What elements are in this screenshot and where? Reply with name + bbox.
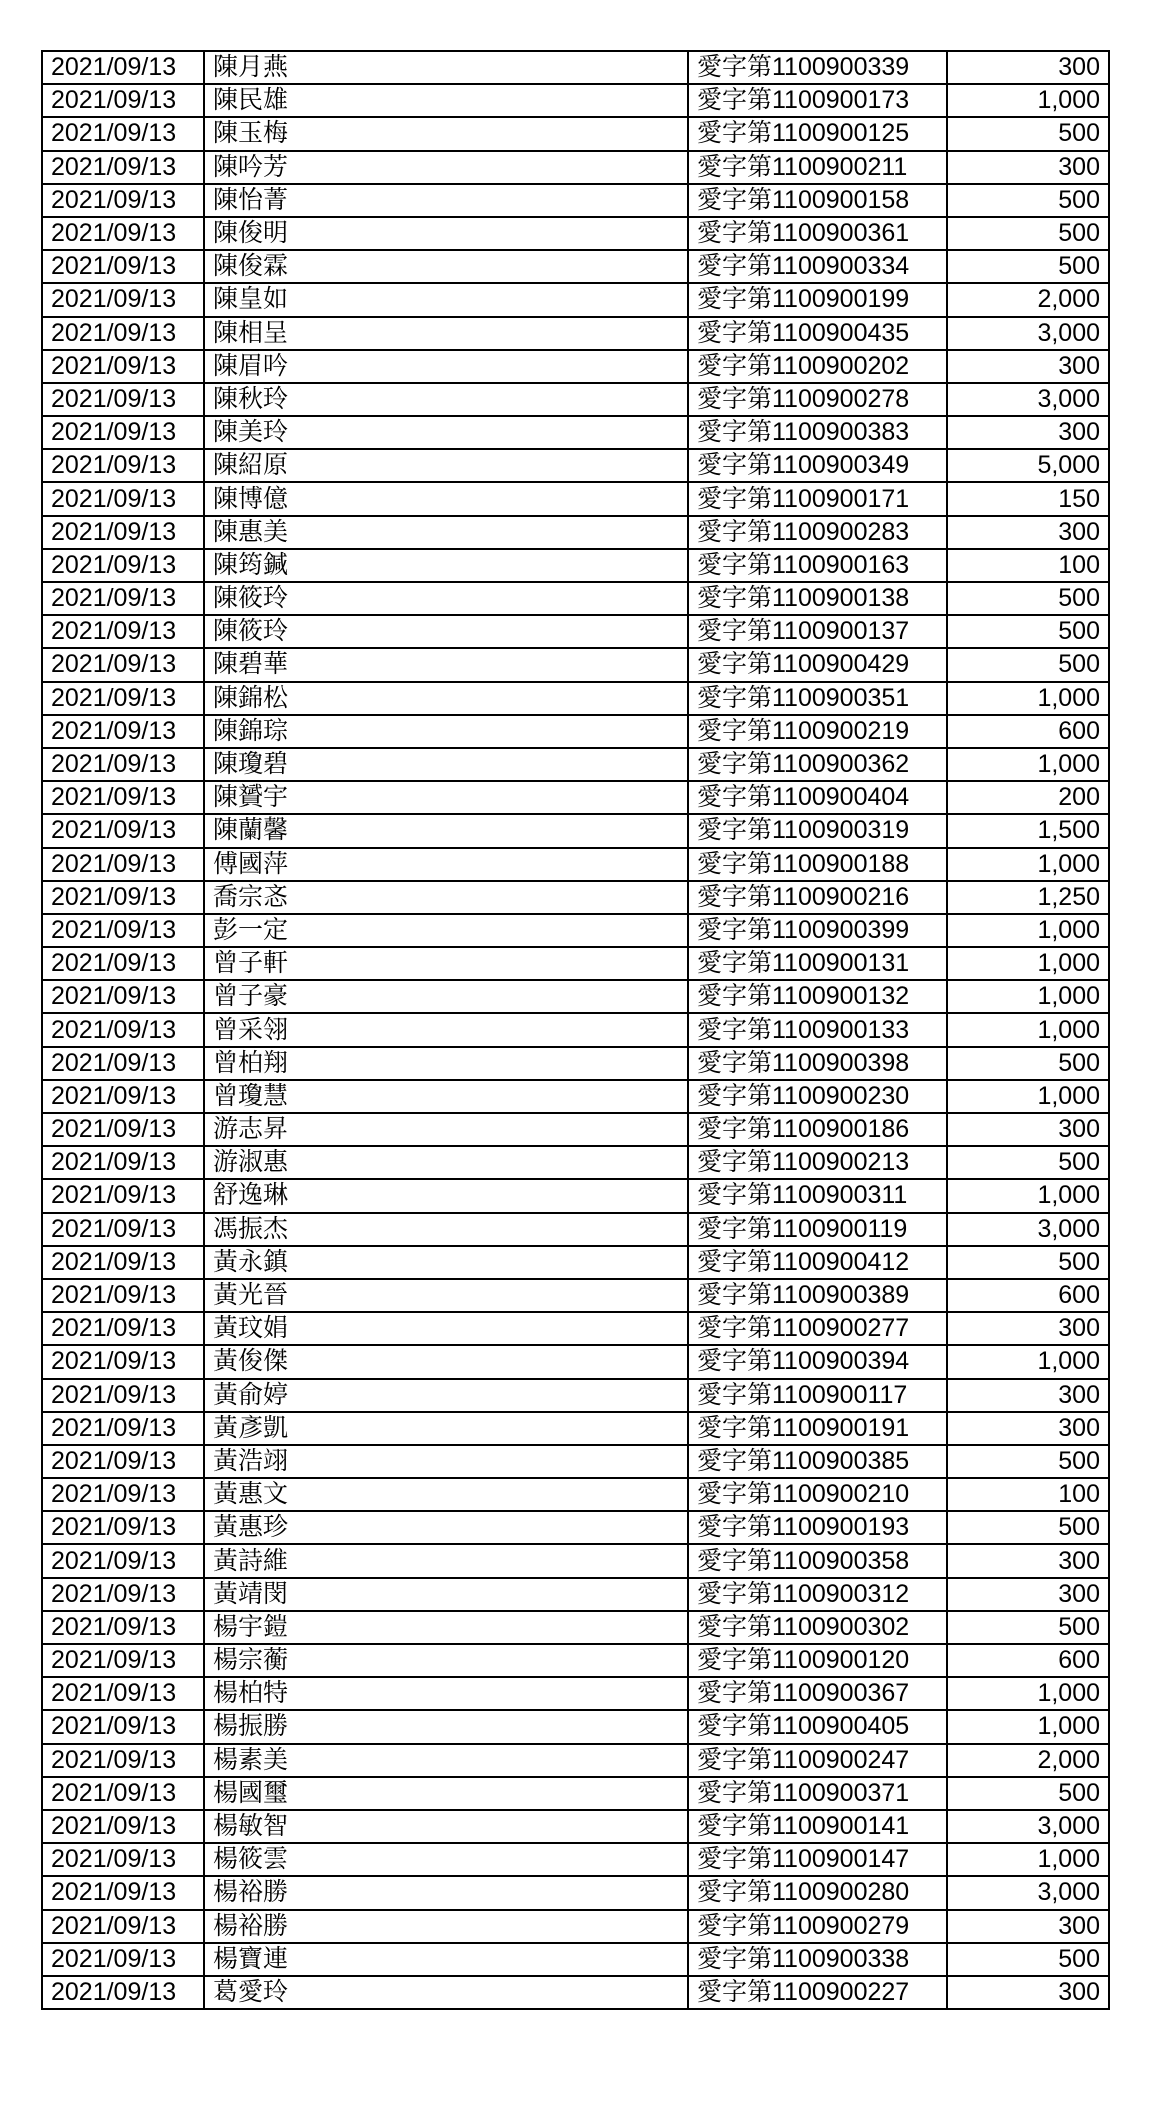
cell-date: 2021/09/13 — [42, 217, 204, 250]
table-row — [42, 1843, 1109, 1876]
cell-donor-name: 黃惠珍 — [204, 1511, 688, 1544]
cell-amount: 300 — [947, 1910, 1109, 1943]
cell-date: 2021/09/13 — [42, 947, 204, 980]
cell-amount: 1,000 — [947, 1179, 1109, 1212]
table-row — [42, 1611, 1109, 1644]
cell-amount: 3,000 — [947, 1810, 1109, 1843]
cell-donor-name: 黃詩維 — [204, 1544, 688, 1577]
cell-date: 2021/09/13 — [42, 715, 204, 748]
cell-receipt-number: 愛字第1100900191 — [688, 1412, 947, 1445]
cell-donor-name: 黃惠文 — [204, 1478, 688, 1511]
cell-amount: 300 — [947, 516, 1109, 549]
table-row — [42, 283, 1109, 316]
cell-date: 2021/09/13 — [42, 1910, 204, 1943]
cell-donor-name: 陳贇宇 — [204, 781, 688, 814]
cell-receipt-number: 愛字第1100900137 — [688, 615, 947, 648]
cell-receipt-number: 愛字第1100900171 — [688, 482, 947, 515]
cell-amount: 300 — [947, 350, 1109, 383]
cell-amount: 500 — [947, 615, 1109, 648]
cell-amount: 500 — [947, 1445, 1109, 1478]
cell-date: 2021/09/13 — [42, 914, 204, 947]
cell-amount: 600 — [947, 1279, 1109, 1312]
table-row — [42, 748, 1109, 781]
cell-receipt-number: 愛字第1100900389 — [688, 1279, 947, 1312]
table-row — [42, 615, 1109, 648]
cell-donor-name: 游淑惠 — [204, 1146, 688, 1179]
cell-donor-name: 陳碧華 — [204, 648, 688, 681]
cell-date: 2021/09/13 — [42, 1345, 204, 1378]
cell-donor-name: 陳筱玲 — [204, 615, 688, 648]
table-row — [42, 582, 1109, 615]
table-row — [42, 1744, 1109, 1777]
cell-receipt-number: 愛字第1100900398 — [688, 1047, 947, 1080]
cell-donor-name: 陳錦松 — [204, 682, 688, 715]
table-row — [42, 1179, 1109, 1212]
cell-receipt-number: 愛字第1100900394 — [688, 1345, 947, 1378]
cell-donor-name: 陳蘭馨 — [204, 814, 688, 847]
cell-receipt-number: 愛字第1100900133 — [688, 1013, 947, 1046]
cell-donor-name: 黃玟娟 — [204, 1312, 688, 1345]
cell-amount: 1,000 — [947, 1080, 1109, 1113]
cell-amount: 300 — [947, 1412, 1109, 1445]
cell-amount: 3,000 — [947, 1213, 1109, 1246]
cell-receipt-number: 愛字第1100900125 — [688, 117, 947, 150]
cell-amount: 1,000 — [947, 947, 1109, 980]
table-row — [42, 848, 1109, 881]
cell-amount: 300 — [947, 1379, 1109, 1412]
cell-amount: 500 — [947, 1611, 1109, 1644]
cell-date: 2021/09/13 — [42, 615, 204, 648]
cell-receipt-number: 愛字第1100900147 — [688, 1843, 947, 1876]
cell-date: 2021/09/13 — [42, 1246, 204, 1279]
cell-donor-name: 陳美玲 — [204, 416, 688, 449]
table-row — [42, 1345, 1109, 1378]
cell-donor-name: 陳玉梅 — [204, 117, 688, 150]
table-row — [42, 1644, 1109, 1677]
cell-amount: 2,000 — [947, 1744, 1109, 1777]
cell-date: 2021/09/13 — [42, 416, 204, 449]
cell-receipt-number: 愛字第1100900371 — [688, 1777, 947, 1810]
cell-receipt-number: 愛字第1100900199 — [688, 283, 947, 316]
cell-receipt-number: 愛字第1100900405 — [688, 1710, 947, 1743]
cell-amount: 300 — [947, 1544, 1109, 1577]
cell-date: 2021/09/13 — [42, 549, 204, 582]
table-row — [42, 1013, 1109, 1046]
cell-date: 2021/09/13 — [42, 151, 204, 184]
cell-donor-name: 葛愛玲 — [204, 1976, 688, 2009]
table-row — [42, 383, 1109, 416]
cell-amount: 300 — [947, 1578, 1109, 1611]
cell-receipt-number: 愛字第1100900219 — [688, 715, 947, 748]
cell-receipt-number: 愛字第1100900280 — [688, 1876, 947, 1909]
cell-date: 2021/09/13 — [42, 1544, 204, 1577]
cell-date: 2021/09/13 — [42, 1179, 204, 1212]
table-row — [42, 1445, 1109, 1478]
cell-donor-name: 楊振勝 — [204, 1710, 688, 1743]
cell-receipt-number: 愛字第1100900358 — [688, 1544, 947, 1577]
cell-receipt-number: 愛字第1100900339 — [688, 51, 947, 84]
cell-donor-name: 黃永鎮 — [204, 1246, 688, 1279]
cell-receipt-number: 愛字第1100900202 — [688, 350, 947, 383]
cell-amount: 500 — [947, 1146, 1109, 1179]
cell-receipt-number: 愛字第1100900362 — [688, 748, 947, 781]
table-row — [42, 449, 1109, 482]
table-row — [42, 317, 1109, 350]
cell-date: 2021/09/13 — [42, 317, 204, 350]
table-row — [42, 1412, 1109, 1445]
cell-receipt-number: 愛字第1100900311 — [688, 1179, 947, 1212]
cell-amount: 1,000 — [947, 848, 1109, 881]
cell-donor-name: 陳筠鍼 — [204, 549, 688, 582]
cell-receipt-number: 愛字第1100900193 — [688, 1511, 947, 1544]
cell-date: 2021/09/13 — [42, 1213, 204, 1246]
table-row — [42, 1213, 1109, 1246]
cell-date: 2021/09/13 — [42, 848, 204, 881]
cell-amount: 300 — [947, 416, 1109, 449]
cell-date: 2021/09/13 — [42, 814, 204, 847]
cell-amount: 3,000 — [947, 1876, 1109, 1909]
cell-donor-name: 陳瓊碧 — [204, 748, 688, 781]
table-row — [42, 947, 1109, 980]
table-row — [42, 51, 1109, 84]
cell-date: 2021/09/13 — [42, 1943, 204, 1976]
cell-date: 2021/09/13 — [42, 350, 204, 383]
table-row — [42, 1047, 1109, 1080]
table-row — [42, 1677, 1109, 1710]
cell-donor-name: 楊宗蘅 — [204, 1644, 688, 1677]
cell-amount: 500 — [947, 1246, 1109, 1279]
cell-donor-name: 陳錦琮 — [204, 715, 688, 748]
cell-receipt-number: 愛字第1100900312 — [688, 1578, 947, 1611]
cell-amount: 300 — [947, 151, 1109, 184]
cell-date: 2021/09/13 — [42, 1810, 204, 1843]
cell-date: 2021/09/13 — [42, 980, 204, 1013]
table-row — [42, 1943, 1109, 1976]
cell-donor-name: 楊敏智 — [204, 1810, 688, 1843]
cell-amount: 300 — [947, 51, 1109, 84]
cell-amount: 300 — [947, 1976, 1109, 2009]
table-row — [42, 84, 1109, 117]
cell-date: 2021/09/13 — [42, 117, 204, 150]
cell-donor-name: 陳月燕 — [204, 51, 688, 84]
cell-date: 2021/09/13 — [42, 184, 204, 217]
table-row — [42, 1279, 1109, 1312]
table-row — [42, 1246, 1109, 1279]
cell-date: 2021/09/13 — [42, 1478, 204, 1511]
table-row — [42, 416, 1109, 449]
cell-receipt-number: 愛字第1100900230 — [688, 1080, 947, 1113]
table-row — [42, 1976, 1109, 2009]
table-row — [42, 1810, 1109, 1843]
cell-donor-name: 楊素美 — [204, 1744, 688, 1777]
cell-donor-name: 曾子豪 — [204, 980, 688, 1013]
cell-receipt-number: 愛字第1100900404 — [688, 781, 947, 814]
cell-amount: 1,000 — [947, 1013, 1109, 1046]
cell-date: 2021/09/13 — [42, 1445, 204, 1478]
cell-receipt-number: 愛字第1100900349 — [688, 449, 947, 482]
cell-amount: 600 — [947, 715, 1109, 748]
cell-date: 2021/09/13 — [42, 383, 204, 416]
cell-date: 2021/09/13 — [42, 84, 204, 117]
cell-amount: 1,000 — [947, 84, 1109, 117]
table-row — [42, 482, 1109, 515]
table-row — [42, 1544, 1109, 1577]
cell-receipt-number: 愛字第1100900429 — [688, 648, 947, 681]
cell-amount: 3,000 — [947, 317, 1109, 350]
cell-donor-name: 曾子軒 — [204, 947, 688, 980]
cell-amount: 300 — [947, 1312, 1109, 1345]
cell-amount: 2,000 — [947, 283, 1109, 316]
cell-date: 2021/09/13 — [42, 516, 204, 549]
table-row — [42, 1080, 1109, 1113]
table-row — [42, 1710, 1109, 1743]
cell-date: 2021/09/13 — [42, 482, 204, 515]
cell-amount: 100 — [947, 549, 1109, 582]
table-row — [42, 1312, 1109, 1345]
cell-date: 2021/09/13 — [42, 748, 204, 781]
cell-receipt-number: 愛字第1100900158 — [688, 184, 947, 217]
table-row — [42, 1876, 1109, 1909]
cell-receipt-number: 愛字第1100900186 — [688, 1113, 947, 1146]
cell-amount: 200 — [947, 781, 1109, 814]
cell-donor-name: 黃俞婷 — [204, 1379, 688, 1412]
cell-donor-name: 陳眉吟 — [204, 350, 688, 383]
cell-date: 2021/09/13 — [42, 648, 204, 681]
cell-receipt-number: 愛字第1100900119 — [688, 1213, 947, 1246]
cell-amount: 3,000 — [947, 383, 1109, 416]
cell-donor-name: 舒逸琳 — [204, 1179, 688, 1212]
cell-amount: 500 — [947, 250, 1109, 283]
cell-date: 2021/09/13 — [42, 1644, 204, 1677]
table-row — [42, 151, 1109, 184]
cell-date: 2021/09/13 — [42, 1412, 204, 1445]
table-row — [42, 980, 1109, 1013]
cell-date: 2021/09/13 — [42, 449, 204, 482]
cell-amount: 5,000 — [947, 449, 1109, 482]
table-row — [42, 250, 1109, 283]
cell-receipt-number: 愛字第1100900338 — [688, 1943, 947, 1976]
cell-receipt-number: 愛字第1100900120 — [688, 1644, 947, 1677]
cell-date: 2021/09/13 — [42, 1611, 204, 1644]
cell-donor-name: 陳怡菁 — [204, 184, 688, 217]
cell-receipt-number: 愛字第1100900163 — [688, 549, 947, 582]
cell-receipt-number: 愛字第1100900141 — [688, 1810, 947, 1843]
cell-receipt-number: 愛字第1100900247 — [688, 1744, 947, 1777]
cell-donor-name: 楊國璽 — [204, 1777, 688, 1810]
table-row — [42, 1146, 1109, 1179]
cell-donor-name: 喬宗忞 — [204, 881, 688, 914]
cell-amount: 500 — [947, 1047, 1109, 1080]
cell-receipt-number: 愛字第1100900211 — [688, 151, 947, 184]
cell-receipt-number: 愛字第1100900131 — [688, 947, 947, 980]
cell-donor-name: 曾瓊慧 — [204, 1080, 688, 1113]
cell-receipt-number: 愛字第1100900383 — [688, 416, 947, 449]
cell-amount: 1,000 — [947, 1345, 1109, 1378]
cell-amount: 500 — [947, 1511, 1109, 1544]
cell-date: 2021/09/13 — [42, 1710, 204, 1743]
cell-date: 2021/09/13 — [42, 250, 204, 283]
cell-date: 2021/09/13 — [42, 682, 204, 715]
table-row — [42, 1379, 1109, 1412]
cell-receipt-number: 愛字第1100900278 — [688, 383, 947, 416]
cell-donor-name: 陳俊明 — [204, 217, 688, 250]
cell-date: 2021/09/13 — [42, 1013, 204, 1046]
cell-date: 2021/09/13 — [42, 1312, 204, 1345]
cell-donor-name: 陳紹原 — [204, 449, 688, 482]
cell-amount: 500 — [947, 1777, 1109, 1810]
cell-amount: 150 — [947, 482, 1109, 515]
cell-amount: 1,000 — [947, 980, 1109, 1013]
cell-donor-name: 陳民雄 — [204, 84, 688, 117]
cell-receipt-number: 愛字第1100900213 — [688, 1146, 947, 1179]
cell-receipt-number: 愛字第1100900210 — [688, 1478, 947, 1511]
cell-date: 2021/09/13 — [42, 1777, 204, 1810]
cell-receipt-number: 愛字第1100900334 — [688, 250, 947, 283]
cell-donor-name: 楊筱雲 — [204, 1843, 688, 1876]
cell-amount: 1,000 — [947, 1843, 1109, 1876]
cell-donor-name: 黃彥凱 — [204, 1412, 688, 1445]
table-row — [42, 549, 1109, 582]
cell-receipt-number: 愛字第1100900399 — [688, 914, 947, 947]
cell-donor-name: 陳惠美 — [204, 516, 688, 549]
cell-date: 2021/09/13 — [42, 1279, 204, 1312]
cell-donor-name: 楊裕勝 — [204, 1876, 688, 1909]
cell-date: 2021/09/13 — [42, 781, 204, 814]
cell-donor-name: 黃浩翊 — [204, 1445, 688, 1478]
cell-receipt-number: 愛字第1100900283 — [688, 516, 947, 549]
table-row — [42, 1910, 1109, 1943]
table-row — [42, 648, 1109, 681]
cell-receipt-number: 愛字第1100900361 — [688, 217, 947, 250]
cell-donor-name: 曾柏翔 — [204, 1047, 688, 1080]
cell-amount: 300 — [947, 1113, 1109, 1146]
table-row — [42, 682, 1109, 715]
cell-amount: 1,250 — [947, 881, 1109, 914]
cell-receipt-number: 愛字第1100900385 — [688, 1445, 947, 1478]
cell-donor-name: 陳俊霖 — [204, 250, 688, 283]
cell-date: 2021/09/13 — [42, 1379, 204, 1412]
cell-date: 2021/09/13 — [42, 1843, 204, 1876]
cell-date: 2021/09/13 — [42, 1976, 204, 2009]
cell-donor-name: 陳筱玲 — [204, 582, 688, 615]
cell-receipt-number: 愛字第1100900138 — [688, 582, 947, 615]
cell-date: 2021/09/13 — [42, 1080, 204, 1113]
table-row — [42, 516, 1109, 549]
cell-donor-name: 陳吟芳 — [204, 151, 688, 184]
cell-amount: 500 — [947, 1943, 1109, 1976]
cell-donor-name: 楊寶連 — [204, 1943, 688, 1976]
cell-receipt-number: 愛字第1100900173 — [688, 84, 947, 117]
cell-amount: 1,000 — [947, 748, 1109, 781]
table-row — [42, 1511, 1109, 1544]
cell-donor-name: 陳博億 — [204, 482, 688, 515]
cell-receipt-number: 愛字第1100900132 — [688, 980, 947, 1013]
cell-date: 2021/09/13 — [42, 881, 204, 914]
cell-donor-name: 陳皇如 — [204, 283, 688, 316]
cell-donor-name: 陳秋玲 — [204, 383, 688, 416]
cell-amount: 500 — [947, 217, 1109, 250]
table-row — [42, 881, 1109, 914]
cell-donor-name: 彭一定 — [204, 914, 688, 947]
cell-donor-name: 馮振杰 — [204, 1213, 688, 1246]
cell-amount: 500 — [947, 117, 1109, 150]
cell-date: 2021/09/13 — [42, 582, 204, 615]
table-row — [42, 1113, 1109, 1146]
cell-receipt-number: 愛字第1100900319 — [688, 814, 947, 847]
cell-date: 2021/09/13 — [42, 1146, 204, 1179]
cell-donor-name: 黃光晉 — [204, 1279, 688, 1312]
cell-amount: 1,000 — [947, 914, 1109, 947]
table-row — [42, 217, 1109, 250]
cell-donor-name: 傅國萍 — [204, 848, 688, 881]
cell-receipt-number: 愛字第1100900227 — [688, 1976, 947, 2009]
cell-amount: 1,500 — [947, 814, 1109, 847]
table-row — [42, 715, 1109, 748]
cell-amount: 600 — [947, 1644, 1109, 1677]
cell-donor-name: 楊裕勝 — [204, 1910, 688, 1943]
table-row — [42, 1478, 1109, 1511]
cell-receipt-number: 愛字第1100900367 — [688, 1677, 947, 1710]
table-row — [42, 117, 1109, 150]
cell-donor-name: 曾采翎 — [204, 1013, 688, 1046]
cell-amount: 1,000 — [947, 1710, 1109, 1743]
ledger-body — [42, 51, 1109, 2009]
cell-receipt-number: 愛字第1100900279 — [688, 1910, 947, 1943]
cell-amount: 1,000 — [947, 1677, 1109, 1710]
cell-date: 2021/09/13 — [42, 1578, 204, 1611]
table-row — [42, 814, 1109, 847]
cell-date: 2021/09/13 — [42, 1511, 204, 1544]
cell-receipt-number: 愛字第1100900302 — [688, 1611, 947, 1644]
table-row — [42, 1777, 1109, 1810]
cell-date: 2021/09/13 — [42, 1677, 204, 1710]
cell-amount: 1,000 — [947, 682, 1109, 715]
table-row — [42, 781, 1109, 814]
cell-amount: 100 — [947, 1478, 1109, 1511]
cell-date: 2021/09/13 — [42, 283, 204, 316]
cell-receipt-number: 愛字第1100900277 — [688, 1312, 947, 1345]
cell-date: 2021/09/13 — [42, 51, 204, 84]
cell-donor-name: 黃靖閔 — [204, 1578, 688, 1611]
cell-receipt-number: 愛字第1100900188 — [688, 848, 947, 881]
cell-amount: 500 — [947, 184, 1109, 217]
cell-amount: 500 — [947, 648, 1109, 681]
cell-date: 2021/09/13 — [42, 1744, 204, 1777]
cell-donor-name: 楊宇鎧 — [204, 1611, 688, 1644]
cell-date: 2021/09/13 — [42, 1047, 204, 1080]
cell-donor-name: 游志昇 — [204, 1113, 688, 1146]
cell-donor-name: 楊柏特 — [204, 1677, 688, 1710]
cell-receipt-number: 愛字第1100900351 — [688, 682, 947, 715]
donation-ledger-table — [41, 50, 1110, 2010]
cell-receipt-number: 愛字第1100900216 — [688, 881, 947, 914]
cell-date: 2021/09/13 — [42, 1876, 204, 1909]
cell-receipt-number: 愛字第1100900412 — [688, 1246, 947, 1279]
table-row — [42, 184, 1109, 217]
cell-amount: 500 — [947, 582, 1109, 615]
table-row — [42, 914, 1109, 947]
cell-receipt-number: 愛字第1100900435 — [688, 317, 947, 350]
cell-donor-name: 黃俊傑 — [204, 1345, 688, 1378]
table-row — [42, 350, 1109, 383]
table-row — [42, 1578, 1109, 1611]
cell-receipt-number: 愛字第1100900117 — [688, 1379, 947, 1412]
cell-donor-name: 陳相呈 — [204, 317, 688, 350]
cell-date: 2021/09/13 — [42, 1113, 204, 1146]
